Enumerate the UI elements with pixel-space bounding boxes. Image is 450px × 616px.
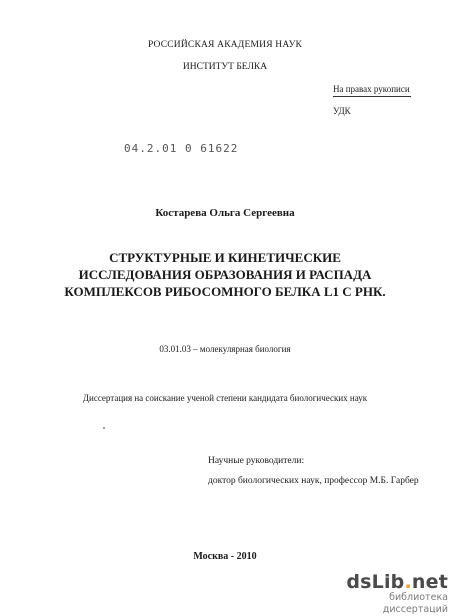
watermark-logo-tld: net — [411, 571, 448, 593]
city-year: Москва - 2010 — [193, 551, 257, 562]
dissertation-title — [0, 249, 450, 300]
udk-label: УДК — [333, 106, 351, 116]
title-line-3: КОМПЛЕКСОВ РИБОСОМНОГО БЕЛКА L1 С РНК. — [64, 284, 386, 299]
academy-name: РОССИЙСКАЯ АКАДЕМИЯ НАУК — [147, 40, 303, 50]
watermark-logo — [330, 572, 448, 592]
rights-notice: На правах рукописи — [333, 84, 410, 94]
watermark-logo-main: dsLib — [346, 571, 405, 593]
specialty-code: 03.01.03 – молекулярная биология — [159, 344, 291, 354]
rights-underline — [333, 96, 411, 97]
supervisor-name: доктор биологических наук, профессор М.Б. Гарбер — [208, 476, 419, 486]
title-line-1: СТРУКТУРНЫЕ И КИНЕТИЧЕСКИЕ — [109, 250, 341, 265]
dslib-watermark — [330, 572, 448, 616]
watermark-subtitle: библиотека диссертаций — [382, 592, 448, 615]
supervisors-heading: Научные руководители: — [208, 456, 305, 466]
watermark-logo-dot: . — [404, 571, 412, 593]
degree-statement: Диссертация на соискание ученой степени кандидата биологических наук — [82, 393, 368, 403]
institute-name: ИНСТИТУТ БЕЛКА — [182, 62, 268, 72]
title-line-2: ИССЛЕДОВАНИЯ ОБРАЗОВАНИЯ И РАСПАДА — [78, 267, 372, 282]
registration-stamp: 04.2.01 0 61622 — [124, 142, 239, 155]
author-name: Костарева Ольга Сергеевна — [155, 207, 295, 219]
scan-speck — [103, 427, 105, 429]
